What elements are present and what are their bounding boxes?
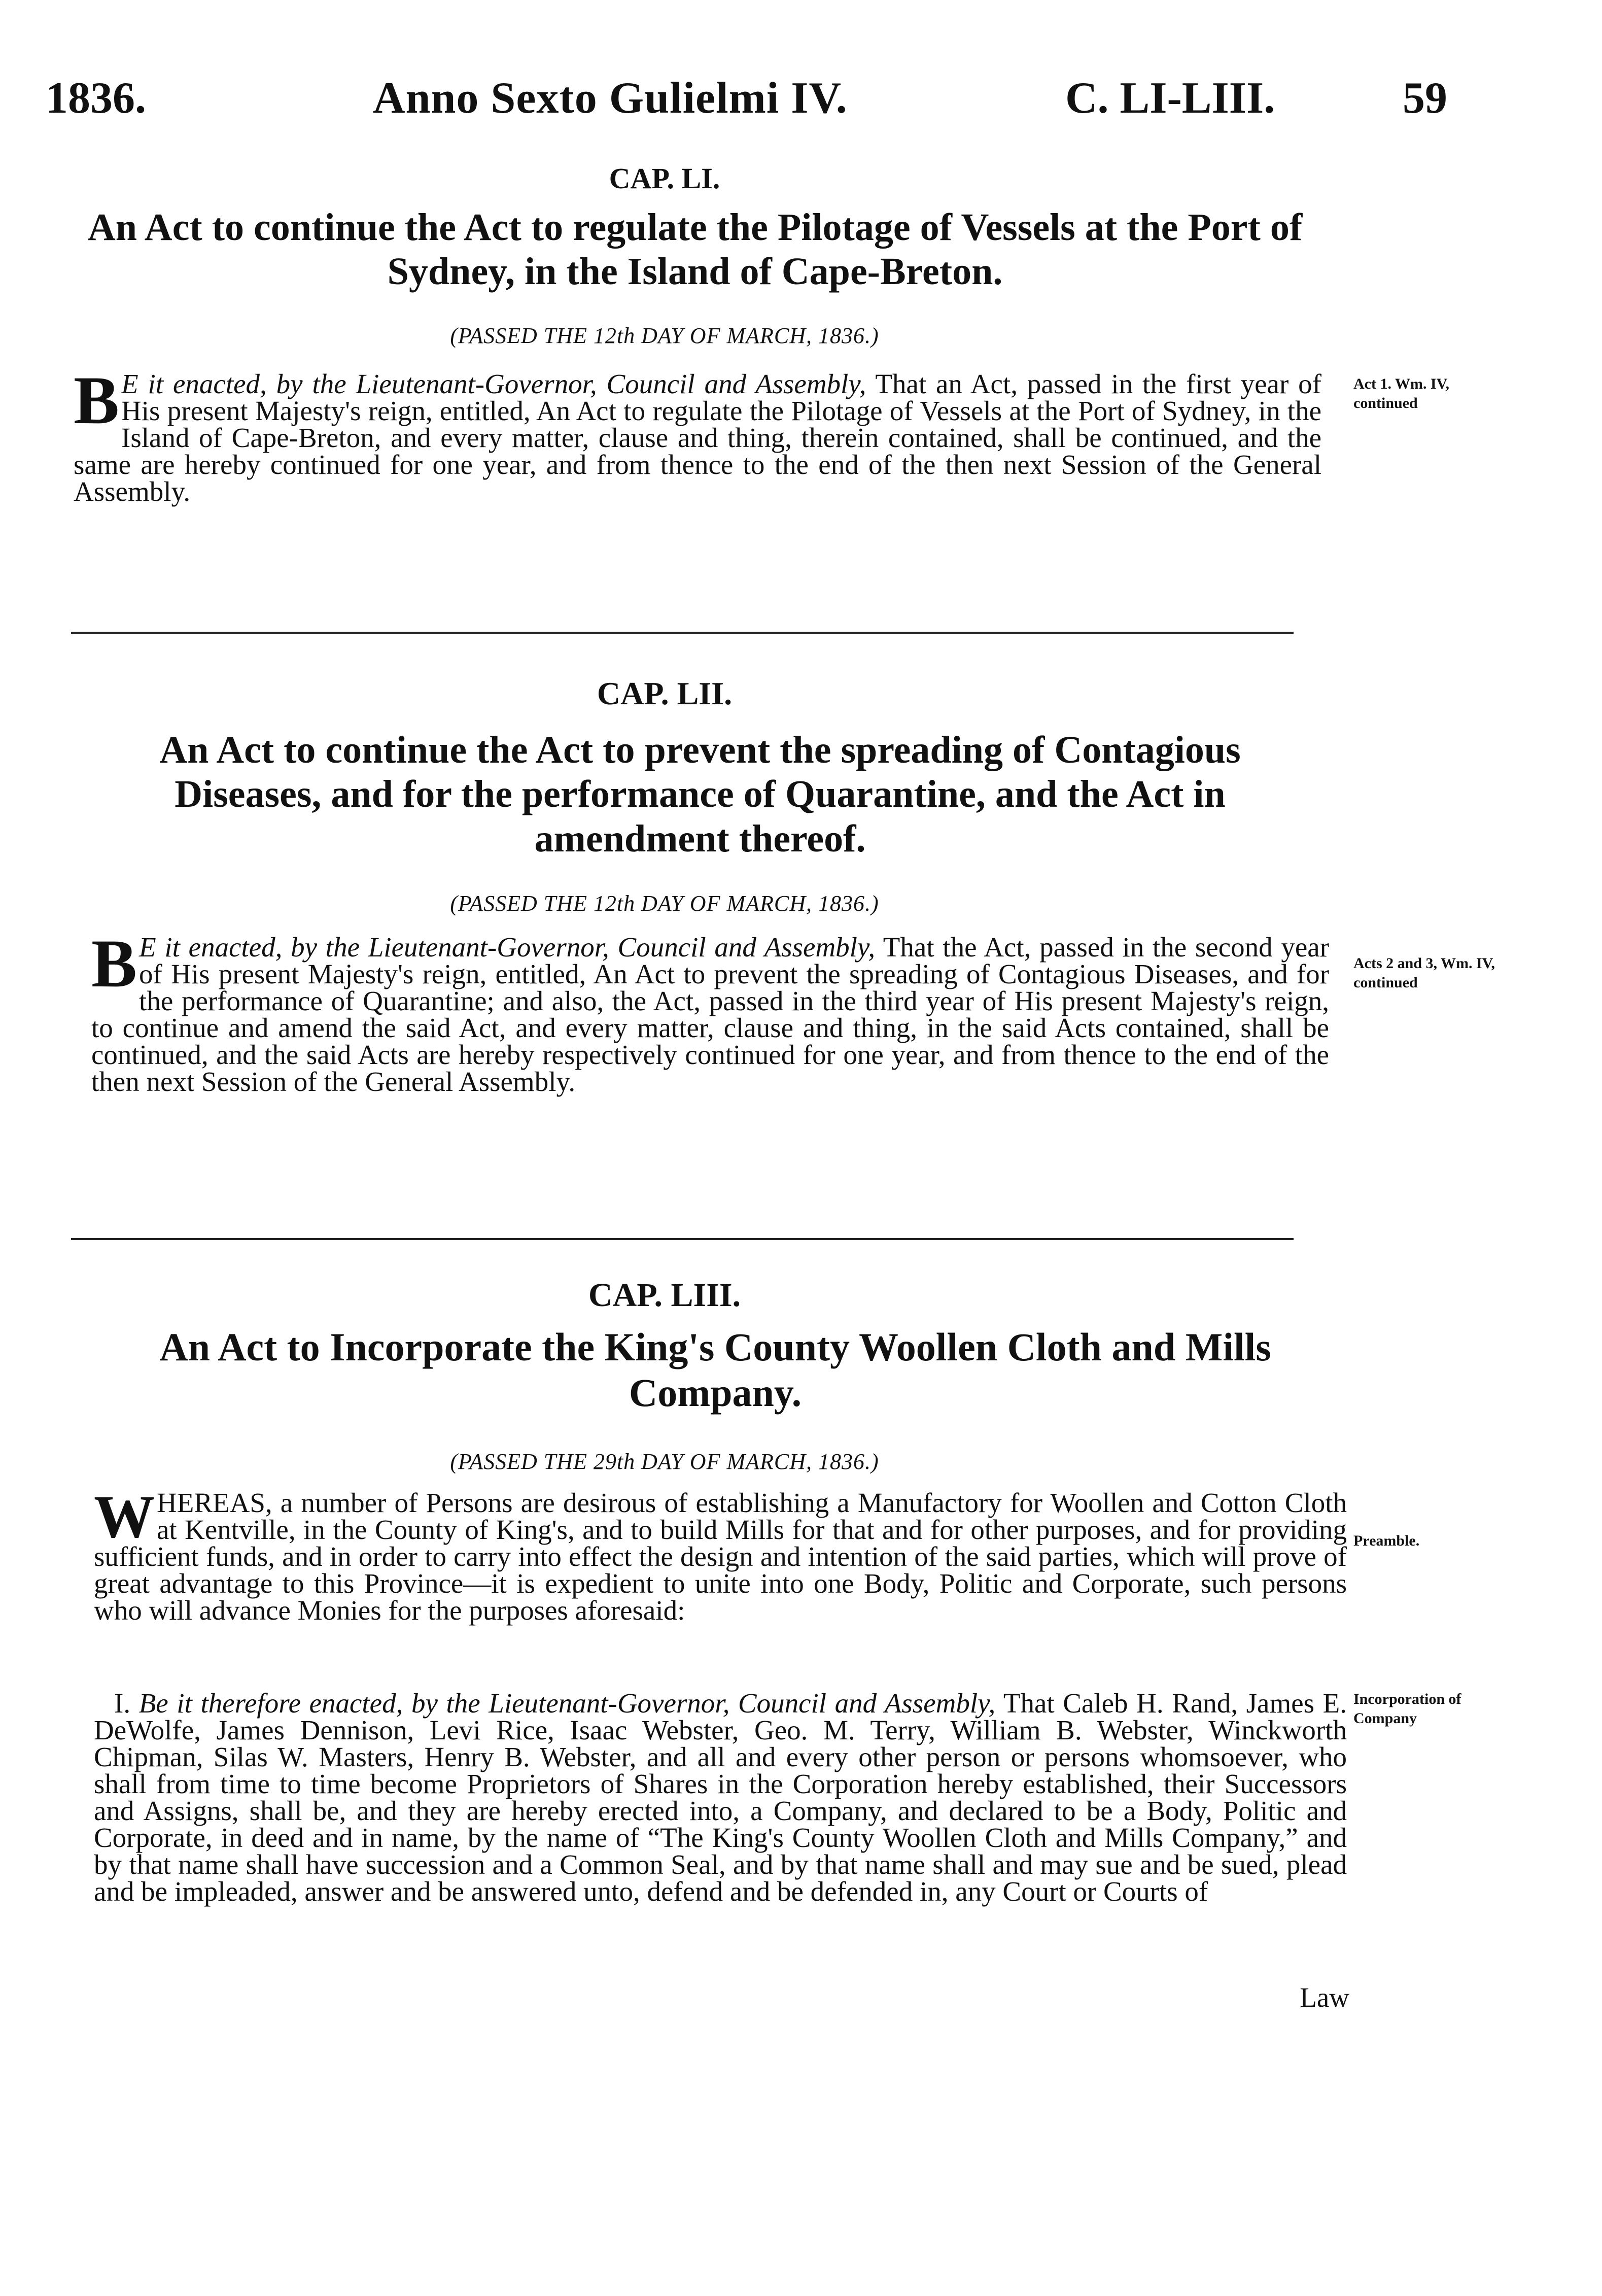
- preamble-text: HEREAS, a number of Persons are desirous of establishing a Manufactory for Woollen and Cotton Cloth at Kentville, in the County of King's, and to build Mills for that and for other purposes, and for providing sufficient funds, and in order to carry into effect the design and intention of the said parties, which will prove of great advantage to this Province—it is expedient to unite into one Body, Politic and Corporate, such persons who will advance Monies for the purposes aforesaid:: [94, 1487, 1347, 1626]
- section-text: That Caleb H. Rand, James E. DeWolfe, James Dennison, Levi Rice, Isaac Webster, Geo. M. Terry, William B. Webster, Winckworth Chipman, Silas W. Masters, Henry B. Webster, and all and every other person or persons whomsoever, who shall from time to time become Proprietors of Shares in the Corporation hereby established, their Successors and Assigns, shall be, and they are hereby erected into, a Company, and declared to be a Body, Politic and Corporate, in deed and in name, by the name of “The King's County Woollen Cloth and Mills Company,” and by that name shall have succession and a Common Seal, and by that name shall and may sue and be sued, plead and be impleaded, answer and be answered unto, defend and be defended in, any Court or Courts of: [94, 1688, 1347, 1907]
- cap-52-heading: CAP. LII.: [597, 675, 733, 711]
- section-number: I.: [114, 1688, 131, 1719]
- header-year: 1836.: [46, 74, 146, 123]
- cap-51-heading: CAP. LI.: [609, 162, 720, 195]
- cap-53-note-preamble: Preamble.: [1353, 1532, 1420, 1549]
- section-divider: [71, 632, 1294, 634]
- cap-51-enactment: [74, 363, 1321, 507]
- cap-52-enactment: [91, 926, 1329, 1097]
- enacting-clause: E it enacted, by the Lieutenant-Governor, Council and Assembly,: [121, 368, 866, 399]
- catchword: Law: [1300, 1982, 1349, 2013]
- cap-53-heading: CAP. LIII.: [588, 1277, 741, 1314]
- enactment-text: That the Act, passed in the second year of His present Majesty's reign, entitled, An Act to prevent the spreading of Contagious Diseases, and for the performance of Quarantine; and also, the Act, passed in the third year of His present Majesty's reign, to continue and amend the said Act, and every matter, clause and thing, in the said Acts contained, shall be continued, and the said Acts are hereby respectively continued for one year, and from thence to the end of the then next Session of the General Assembly.: [91, 932, 1329, 1097]
- enactment-text: That an Act, passed in the first year of His present Majesty's reign, entitled, An Act to regulate the Pilotage of Vessels at the Port of Sydney, in the Island of Cape-Breton, and every matter, clause and thing, therein contained, shall be continued, and the same are hereby continued for one year, and from thence to the end of the then next Session of the General Assembly.: [74, 368, 1321, 507]
- cap-53-passed-date: (PASSED THE 29th DAY OF MARCH, 1836.): [450, 1449, 879, 1474]
- cap-52-passed-date: (PASSED THE 12th DAY OF MARCH, 1836.): [450, 891, 879, 916]
- cap-53-preamble: [94, 1483, 1347, 1626]
- cap-53-title: An Act to Incorporate the King's County Woollen Cloth and Mills Company.: [159, 1325, 1271, 1415]
- header-chapters: C. LI-LIII.: [1065, 74, 1275, 123]
- cap-51-margin-note: Act 1. Wm. IV, continued: [1353, 375, 1449, 412]
- cap-53-note-incorporation: Incorporation of Company: [1353, 1691, 1461, 1727]
- enacting-clause: Be it therefore enacted, by the Lieutenant-Governor, Council and Assembly,: [138, 1688, 996, 1719]
- drop-cap: W: [94, 1483, 155, 1550]
- header-page-number: 59: [1403, 74, 1447, 123]
- section-divider: [71, 1238, 1294, 1240]
- drop-cap: B: [74, 363, 120, 438]
- cap-53-section-1: [94, 1690, 1347, 1905]
- header-title: Anno Sexto Gulielmi IV.: [373, 74, 848, 123]
- cap-51-title: An Act to continue the Act to regulate the Pilotage of Vessels at the Port of Sydney, in the Island of Cape-Breton.: [87, 206, 1303, 293]
- drop-cap: B: [91, 926, 137, 1002]
- cap-52-margin-note: Acts 2 and 3, Wm. IV, continued: [1353, 955, 1495, 991]
- cap-52-title: An Act to continue the Act to prevent the spreading of Contagious Diseases, and for the performance of Quarantine, and the Act in amendment thereof.: [159, 729, 1241, 860]
- cap-51-passed-date: (PASSED THE 12th DAY OF MARCH, 1836.): [450, 323, 879, 348]
- enacting-clause: E it enacted, by the Lieutenant-Governor, Council and Assembly,: [139, 932, 876, 963]
